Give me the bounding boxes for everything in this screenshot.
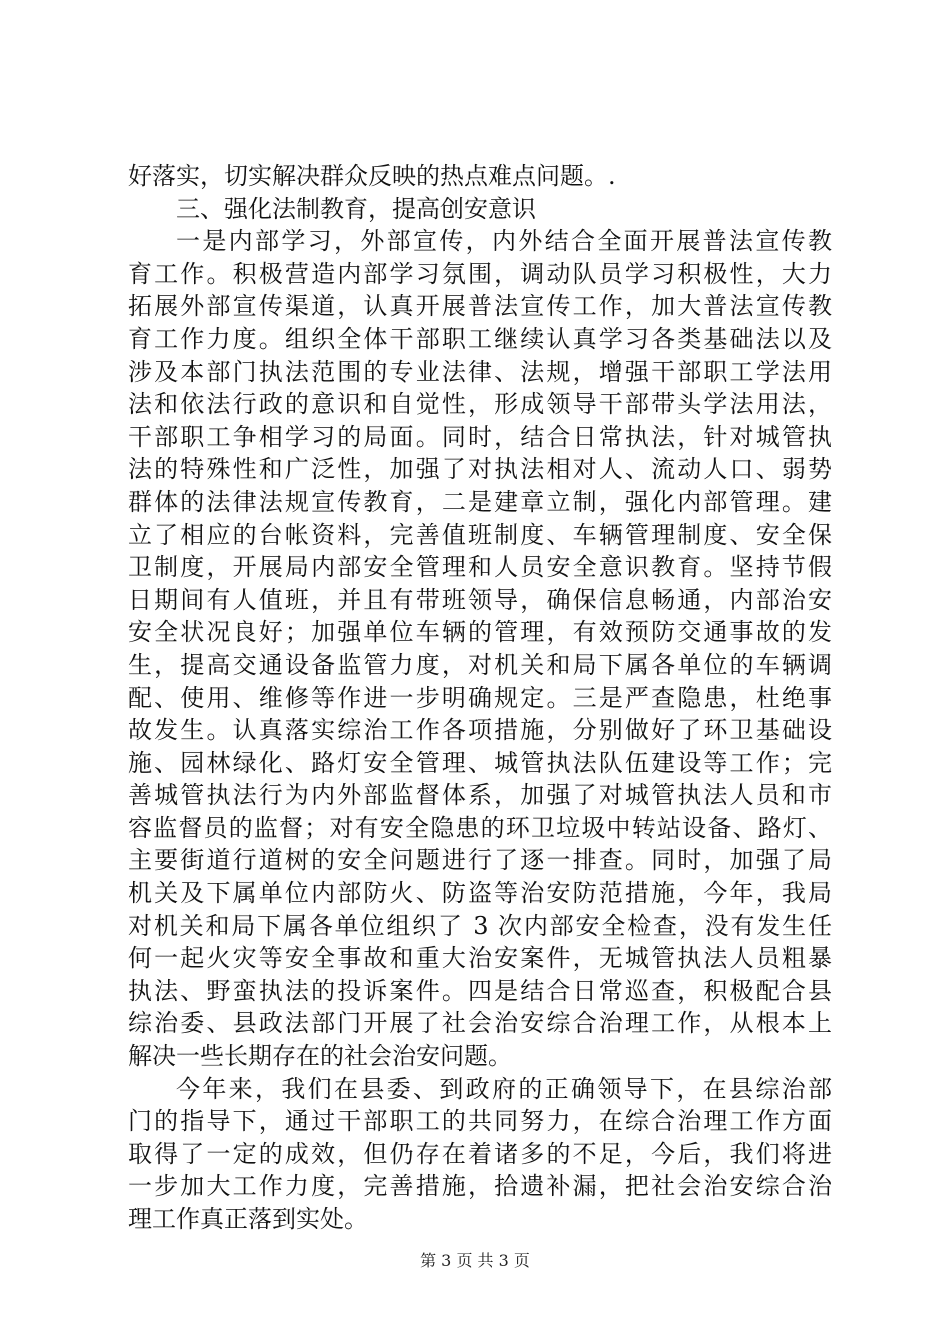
text-line: 今年来，我们在县委、到政府的正确领导下，在县综治部 (176, 1074, 832, 1103)
text-line: 三、强化法制教育，提高创安意识 (176, 194, 536, 223)
text-line: 法和依法行政的意识和自觉性，形成领导干部带头学法用法， (128, 390, 832, 419)
text-line: 何一起火灾等安全事故和重大治安案件，无城管执法人员粗暴 (128, 944, 832, 973)
text-line: 一是内部学习，外部宣传，内外结合全面开展普法宣传教 (176, 227, 832, 256)
text-line: 理工作真正落到实处。 (128, 1205, 368, 1233)
text-line: 育工作。积极营造内部学习氛围，调动队员学习积极性，大力 (128, 259, 832, 288)
text-line: 立了相应的台帐资料，完善值班制度、车辆管理制度、安全保 (128, 520, 832, 549)
text-line: 主要街道行道树的安全问题进行了逐一排查。同时，加强了局 (128, 846, 832, 875)
text-line: 拓展外部宣传渠道，认真开展普法宣传工作，加大普法宣传教 (128, 292, 832, 321)
text-line: 执法、野蛮执法的投诉案件。四是结合日常巡查，积极配合县 (128, 976, 832, 1005)
text-line: 解决一些长期存在的社会治安问题。 (128, 1042, 512, 1071)
text-line: 施、园林绿化、路灯安全管理、城管执法队伍建设等工作；完 (128, 748, 832, 777)
text-line: 群体的法律法规宣传教育，二是建章立制，强化内部管理。建 (128, 487, 832, 516)
text-line: 对机关和局下属各单位组织了 3 次内部安全检查，没有发生任 (128, 911, 832, 940)
text-line: 好落实，切实解决群众反映的热点难点问题。. (128, 162, 616, 190)
document-body (128, 160, 832, 1236)
text-line: 安全状况良好；加强单位车辆的管理，有效预防交通事故的发 (128, 618, 832, 647)
text-line: 日期间有人值班，并且有带班领导，确保信息畅通，内部治安 (128, 585, 832, 614)
text-line: 一步加大工作力度，完善措施，拾遗补漏，把社会治安综合治 (128, 1172, 832, 1201)
text-line: 故发生。认真落实综治工作各项措施，分别做好了环卫基础设 (128, 716, 832, 745)
text-line: 育工作力度。组织全体干部职工继续认真学习各类基础法以及 (128, 324, 832, 353)
text-line: 生，提高交通设备监管力度，对机关和局下属各单位的车辆调 (128, 650, 832, 679)
text-line: 干部职工争相学习的局面。同时，结合日常执法，针对城管执 (128, 422, 832, 451)
text-line: 综治委、县政法部门开展了社会治安综合治理工作，从根本上 (128, 1009, 832, 1038)
text-line: 配、使用、维修等作进一步明确规定。三是严查隐患，杜绝事 (128, 683, 832, 712)
text-line: 善城管执法行为内外部监督体系，加强了对城管执法人员和市 (128, 781, 832, 810)
text-line: 涉及本部门执法范围的专业法律、法规，增强干部职工学法用 (128, 357, 832, 386)
text-line: 门的指导下，通过干部职工的共同努力，在综合治理工作方面 (128, 1107, 832, 1136)
page-footer: 第 3 页 共 3 页 (420, 1251, 530, 1270)
text-line: 取得了一定的成效，但仍存在着诸多的不足，今后，我们将进 (128, 1139, 832, 1168)
text-line: 机关及下属单位内部防火、防盗等治安防范措施，今年，我局 (128, 879, 832, 908)
text-line: 法的特殊性和广泛性，加强了对执法相对人、流动人口、弱势 (128, 455, 832, 484)
text-line: 卫制度，开展局内部安全管理和人员安全意识教育。坚持节假 (128, 553, 832, 582)
text-line: 容监督员的监督；对有安全隐患的环卫垃圾中转站设备、路灯、 (128, 813, 832, 842)
